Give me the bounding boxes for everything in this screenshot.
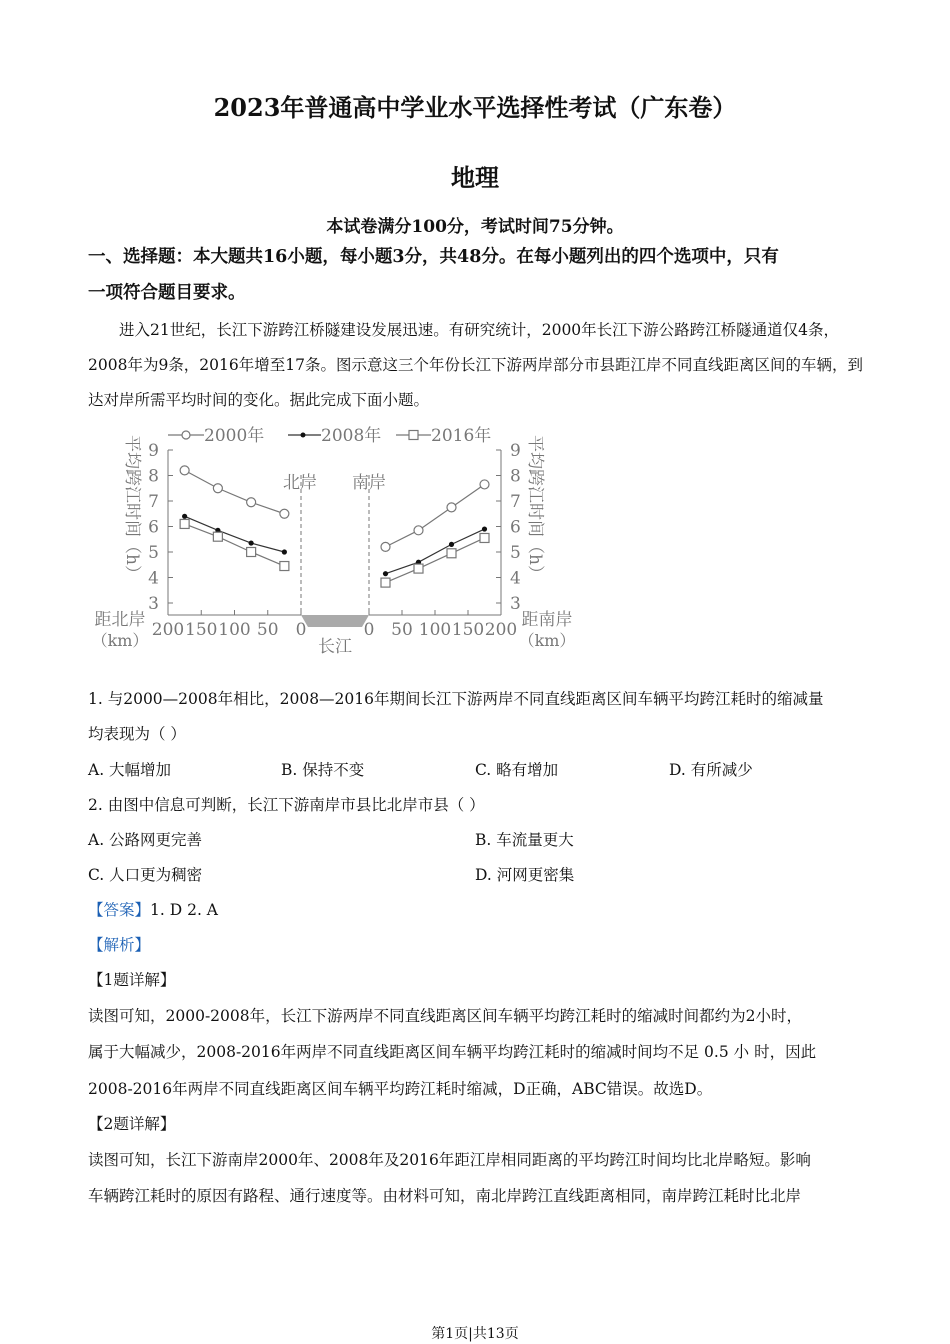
detail-2-label: 【2题详解】 <box>88 1115 176 1133</box>
left-y-tick-label: 3 <box>148 594 159 614</box>
south-x-tick-label: 50 <box>391 620 413 640</box>
north-point-2016 <box>213 532 222 541</box>
legend-marker-2008 <box>301 433 306 438</box>
south-series-line-2000年 <box>386 484 485 546</box>
answer-row <box>88 898 218 920</box>
left-y-tick-label: 8 <box>148 466 159 487</box>
exam-title: 2023年普通高中学业水平选择性考试（广东卷） <box>213 93 737 122</box>
page-footer: 第1页|共13页 <box>431 1326 519 1342</box>
question-2-stem: 2. 由图中信息可判断，长江下游南岸市县比北岸市县（ ） <box>88 796 485 814</box>
question-1-option-a[interactable]: A. 大幅增加 <box>88 761 172 779</box>
question-2-option-d[interactable]: D. 河网更密集 <box>475 866 575 884</box>
south-series-line-2016年 <box>386 538 485 583</box>
south-point-2000 <box>447 503 456 512</box>
material-text: 进入21世纪，长江下游跨江桥隧建设发展迅速。有研究统计，2000年长江下游公路跨江桥隧通道仅4条，2008年为9条，2016年增至17条。图示意这三个年份长江下游两岸部分市县距江岸不同直线距离区间的车辆，到达对岸所需平均时间的变化。据此完成下面小题。 <box>88 321 863 409</box>
south-point-2008 <box>383 571 388 576</box>
north-series-line-2000年 <box>185 470 285 513</box>
detail-1-label: 【1题详解】 <box>88 971 176 989</box>
legend-marker-2016 <box>409 431 418 440</box>
left-y-axis-title: 平均跨江时间（h） <box>122 435 142 582</box>
north-point-2016 <box>247 548 256 557</box>
south-series-line-2008年 <box>386 529 485 574</box>
north-x-tick-label: 200 <box>151 620 185 640</box>
river-shape <box>301 615 369 627</box>
right-y-tick-label: 8 <box>510 466 521 487</box>
south-x-tick-label: 0 <box>363 620 375 640</box>
south-point-2016 <box>447 549 456 558</box>
legend-label-2008: 2008年 <box>321 426 382 446</box>
detail-1-line2: 属于大幅减少，2008-2016年两岸不同直线距离区间车辆平均跨江耗时的缩减时间均不足 0.5 小 时，因此 <box>88 1043 817 1061</box>
north-x-tick-label: 0 <box>295 620 307 640</box>
answer-label: 【答案】 <box>88 901 151 919</box>
north-x-axis-title: 距北岸 <box>94 610 146 630</box>
right-y-tick-label: 4 <box>510 568 521 589</box>
crossing-time-chart <box>86 420 586 660</box>
left-y-tick-label: 4 <box>148 568 159 589</box>
river-label: 长江 <box>318 637 352 657</box>
north-point-2008 <box>249 540 254 545</box>
north-series-line-2008年 <box>185 516 285 552</box>
legend-label-2016: 2016年 <box>431 426 492 446</box>
north-point-2008 <box>182 514 187 519</box>
subject-title: 地理 <box>451 163 499 192</box>
north-point-2000 <box>213 484 222 493</box>
left-y-tick-label: 7 <box>148 492 159 512</box>
question-1-option-b[interactable]: B. 保持不变 <box>281 761 365 779</box>
section-heading-line1: 一、选择题：本大题共16小题，每小题3分，共48分。在每小题列出的四个选项中，只有 <box>88 247 779 267</box>
north-bank-label: 北岸 <box>283 473 317 493</box>
analysis-label: 【解析】 <box>88 936 151 954</box>
south-bank-label: 南岸 <box>352 473 386 493</box>
detail-2-line2: 车辆跨江耗时的原因有路程、通行速度等。由材料可知，南北岸跨江直线距离相同，南岸跨江耗时比北岸 <box>88 1187 802 1205</box>
detail-1-line3: 2008-2016年两岸不同直线距离区间车辆平均跨江耗时缩减，D正确，ABC错误。故选D。 <box>88 1080 713 1098</box>
south-x-tick-label: 100 <box>418 620 452 640</box>
north-point-2000 <box>180 466 189 475</box>
north-series-line-2016年 <box>185 524 285 566</box>
north-point-2016 <box>180 519 189 528</box>
south-point-2008 <box>449 542 454 547</box>
question-2-option-c[interactable]: C. 人口更为稠密 <box>88 866 203 884</box>
legend-marker-2000 <box>182 431 190 439</box>
legend-label-2000: 2000年 <box>204 426 265 446</box>
right-y-tick-label: 7 <box>510 492 521 512</box>
south-point-2016 <box>414 564 423 573</box>
south-point-2000 <box>414 526 423 535</box>
south-x-tick-label: 150 <box>451 620 485 640</box>
right-y-tick-label: 5 <box>510 543 521 563</box>
question-1-stem-line1: 1. 与2000—2008年相比，2008—2016年期间长江下游两岸不同直线距离区间车辆平均跨江耗时的缩减量 <box>88 690 824 708</box>
south-point-2016 <box>381 578 390 587</box>
north-point-2016 <box>280 562 289 571</box>
north-x-axis-unit: （km） <box>91 631 149 650</box>
left-y-tick-label: 5 <box>148 543 159 563</box>
south-x-axis-title: 距南岸 <box>521 610 573 630</box>
north-x-tick-label: 100 <box>218 620 251 640</box>
detail-1-line1: 读图可知，2000-2008年，长江下游两岸不同直线距离区间车辆平均跨江耗时的缩减时间都约为2小时， <box>88 1007 802 1025</box>
south-x-tick-label: 200 <box>484 620 518 640</box>
south-point-2000 <box>381 542 390 551</box>
left-y-tick-label: 6 <box>148 517 159 538</box>
south-point-2016 <box>480 533 489 542</box>
question-2-option-b[interactable]: B. 车流量更大 <box>475 831 574 849</box>
south-point-2008 <box>482 526 487 531</box>
left-y-tick-label: 9 <box>148 441 159 461</box>
north-point-2008 <box>282 549 287 554</box>
north-point-2000 <box>280 509 289 518</box>
section-heading <box>88 239 868 311</box>
question-1-stem-line2: 均表现为（ ） <box>88 725 186 743</box>
right-y-tick-label: 3 <box>510 594 521 614</box>
right-y-tick-label: 6 <box>510 517 521 538</box>
north-x-tick-label: 50 <box>256 620 279 640</box>
chart-legend <box>168 425 491 446</box>
detail-2-line1: 读图可知，长江下游南岸2000年、2008年及2016年距江岸相同距离的平均跨江时间均比北岸略短。影响 <box>88 1151 811 1169</box>
south-point-2000 <box>480 480 489 489</box>
south-x-axis-unit: （km） <box>518 631 576 650</box>
section-heading-line2: 一项符合题目要求。 <box>88 283 246 303</box>
answer-text: 1. D 2. A <box>150 901 218 919</box>
right-y-tick-label: 9 <box>510 441 521 461</box>
north-x-tick-label: 150 <box>185 620 218 640</box>
question-1-option-c[interactable]: C. 略有增加 <box>475 761 559 779</box>
question-2-option-a[interactable]: A. 公路网更完善 <box>88 831 203 849</box>
question-1-option-d[interactable]: D. 有所减少 <box>669 761 753 779</box>
right-y-axis-title: 平均跨江时间（h） <box>525 435 545 582</box>
exam-note: 本试卷满分100分，考试时间75分钟。 <box>326 217 624 237</box>
north-point-2000 <box>247 498 256 507</box>
